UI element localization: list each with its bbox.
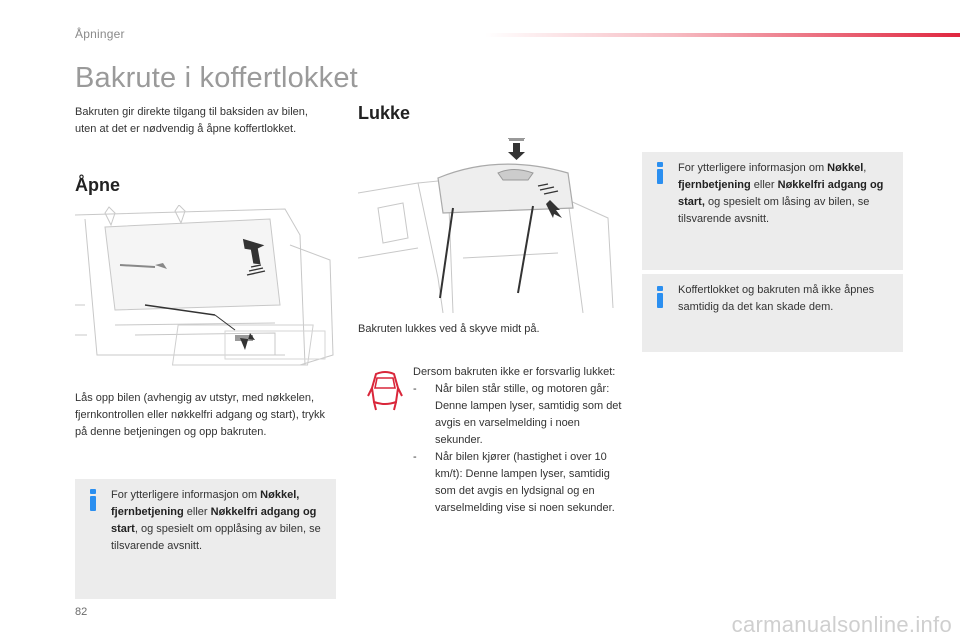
van-rear-close-drawing [358,138,618,313]
info-box-caution [642,274,903,352]
van-rear-open-drawing [75,205,335,375]
warning-item-driving: - Når bilen kjører (hastighet i over 10 km/t): Denne lampen lyser, samtidig som det avgis en lydsignal og en varselmelding vise si noen sekunder. [413,449,623,517]
open-tailgate-warning-icon [366,368,404,412]
info-icon [656,162,664,184]
section-tab: Åpninger [75,27,125,41]
page-number: 82 [75,606,88,618]
info-box-unlocking [75,479,336,599]
info-icon [89,489,97,511]
warning-list [413,381,623,517]
heading-open: Åpne [75,175,120,195]
watermark: carmanualsonline.info [731,612,952,637]
illustration-close-rear-window [358,138,618,313]
open-instructions: Lås opp bilen (avhengig av utstyr, med nøkkelen, fjernkontrollen eller nøkkelfri adgang og start), trykk på denne betjeningen og opp bakruten. [75,392,326,438]
info-icon [656,286,664,308]
info-text-locking: For ytterligere informasjon om Nøkkel, fjernbetjening eller Nøkkelfri adgang og start, og spesielt om låsing av bilen, se tilsvarende avsnitt. [678,162,884,225]
illustration-open-rear-window [75,205,335,375]
header-accent-bar [485,33,960,37]
intro-paragraph: Bakruten gir direkte tilgang til baksiden av bilen, uten at det er nødvendig å åpne koffertlokket. [75,106,308,135]
page-title: Bakrute i koffertlokket [75,62,358,94]
close-caption: Bakruten lukkes ved å skyve midt på. [358,323,540,335]
warning-intro: Dersom bakruten ikke er forsvarlig lukket: [413,366,616,378]
info-text-caution: Koffertlokket og bakruten må ikke åpnes samtidig da det kan skade dem. [678,284,875,313]
warning-text [413,364,623,517]
info-text-unlocking: For ytterligere informasjon om Nøkkel, fjernbetjening eller Nøkkelfri adgang og start, og spesielt om opplåsing av bilen, se tilsvarende avsnitt. [111,489,321,552]
heading-close: Lukke [358,103,411,123]
info-box-locking [642,152,903,270]
warning-item-stationary: - Når bilen står stille, og motoren går: Denne lampen lyser, samtidig som det avgis en varselmelding i noen sekunder. [413,381,623,449]
